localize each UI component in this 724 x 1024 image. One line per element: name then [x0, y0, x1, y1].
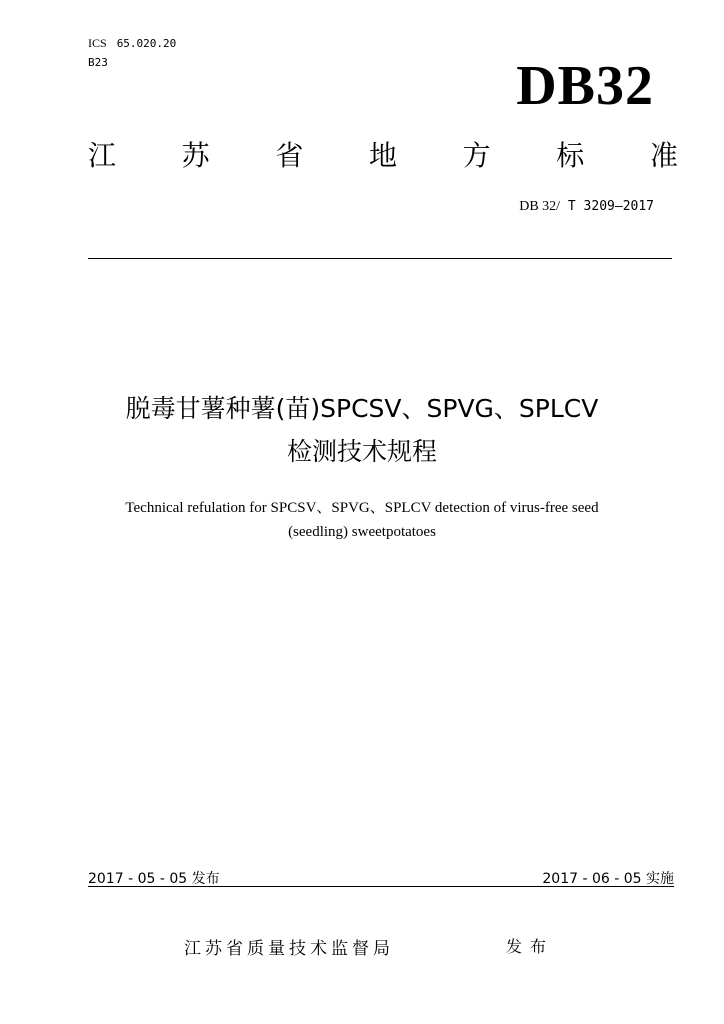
standard-number-prefix: DB 32/: [519, 199, 561, 214]
standard-title-char: 江: [88, 139, 117, 172]
standard-number-code: T 3209—2017: [560, 199, 654, 214]
issue-word: 发布: [506, 937, 555, 956]
document-title-en-line2: (seedling) sweetpotatoes: [288, 524, 436, 540]
ics-label: ICS: [88, 36, 107, 50]
standard-type-title: [88, 139, 678, 172]
implement-date: 2017 - 06 - 05 实施: [542, 871, 674, 887]
document-title-en-line1: Technical refulation for SPCSV、SPVG、SPLCV detection of virus-free seed: [125, 500, 599, 516]
header-divider: [88, 258, 672, 259]
standard-title-char: 准: [649, 139, 678, 172]
standard-title-char: 地: [368, 139, 397, 172]
db-logo: DB32: [516, 55, 654, 117]
document-title-cn-line1: 脱毒甘薯种薯(苗)SPCSV、SPVG、SPLCV: [125, 394, 599, 423]
standard-title-char: 方: [462, 139, 491, 172]
document-title-cn-line2: 检测技术规程: [286, 437, 437, 466]
standard-number: [519, 199, 654, 215]
footer-divider: [88, 886, 674, 887]
ics-line: [88, 36, 176, 51]
standard-title-char: 标: [556, 139, 585, 172]
standard-title-char: 省: [275, 139, 304, 172]
classification-code: B23: [88, 56, 108, 69]
issuing-authority: 江苏省质量技术监督局: [184, 939, 394, 959]
ics-code: 65.020.20: [116, 37, 177, 50]
publish-date: 2017 - 05 - 05 发布: [88, 871, 220, 887]
standard-title-char: 苏: [181, 139, 210, 172]
